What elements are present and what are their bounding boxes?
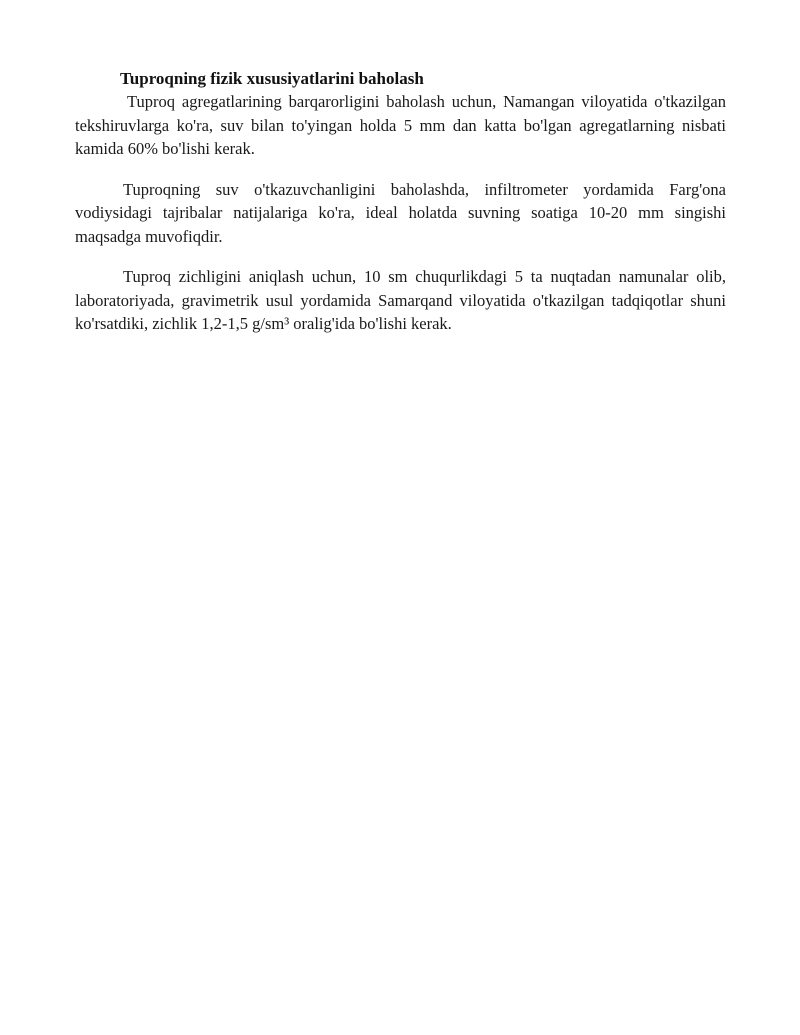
paragraph-soil-density: Tuproq zichligini aniqlash uchun, 10 sm chuqurlikdagi 5 ta nuqtadan namunalar olib, laboratoriyada, gravimetrik usul yordamida Samarqand viloyatida o'tkazilgan tadqiqotlar shuni ko'rsatdiki, zichlik 1,2-1,5 g/sm³ oralig'ida bo'lishi kerak. [75, 267, 726, 333]
paragraph-aggregate-stability: Tuproq agregatlarining barqarorligini baholash uchun, Namangan viloyatida o'tkazilgan tekshiruvlarga ko'ra, suv bilan to'yingan holda 5 mm dan katta bo'lgan agregatlarning nisbati kamida 60% bo'lishi kerak. [75, 92, 726, 158]
paragraph-water-permeability: Tuproqning suv o'tkazuvchanligini baholashda, infiltrometer yordamida Farg'ona vodiysidagi tajribalar natijalariga ko'ra, ideal holatda suvning soatiga 10-20 mm singishi maqsadga muvofiqdir. [75, 179, 726, 246]
document-title: Tuproqning fizik xususiyatlarini baholash [120, 69, 424, 88]
document-body [75, 68, 726, 336]
